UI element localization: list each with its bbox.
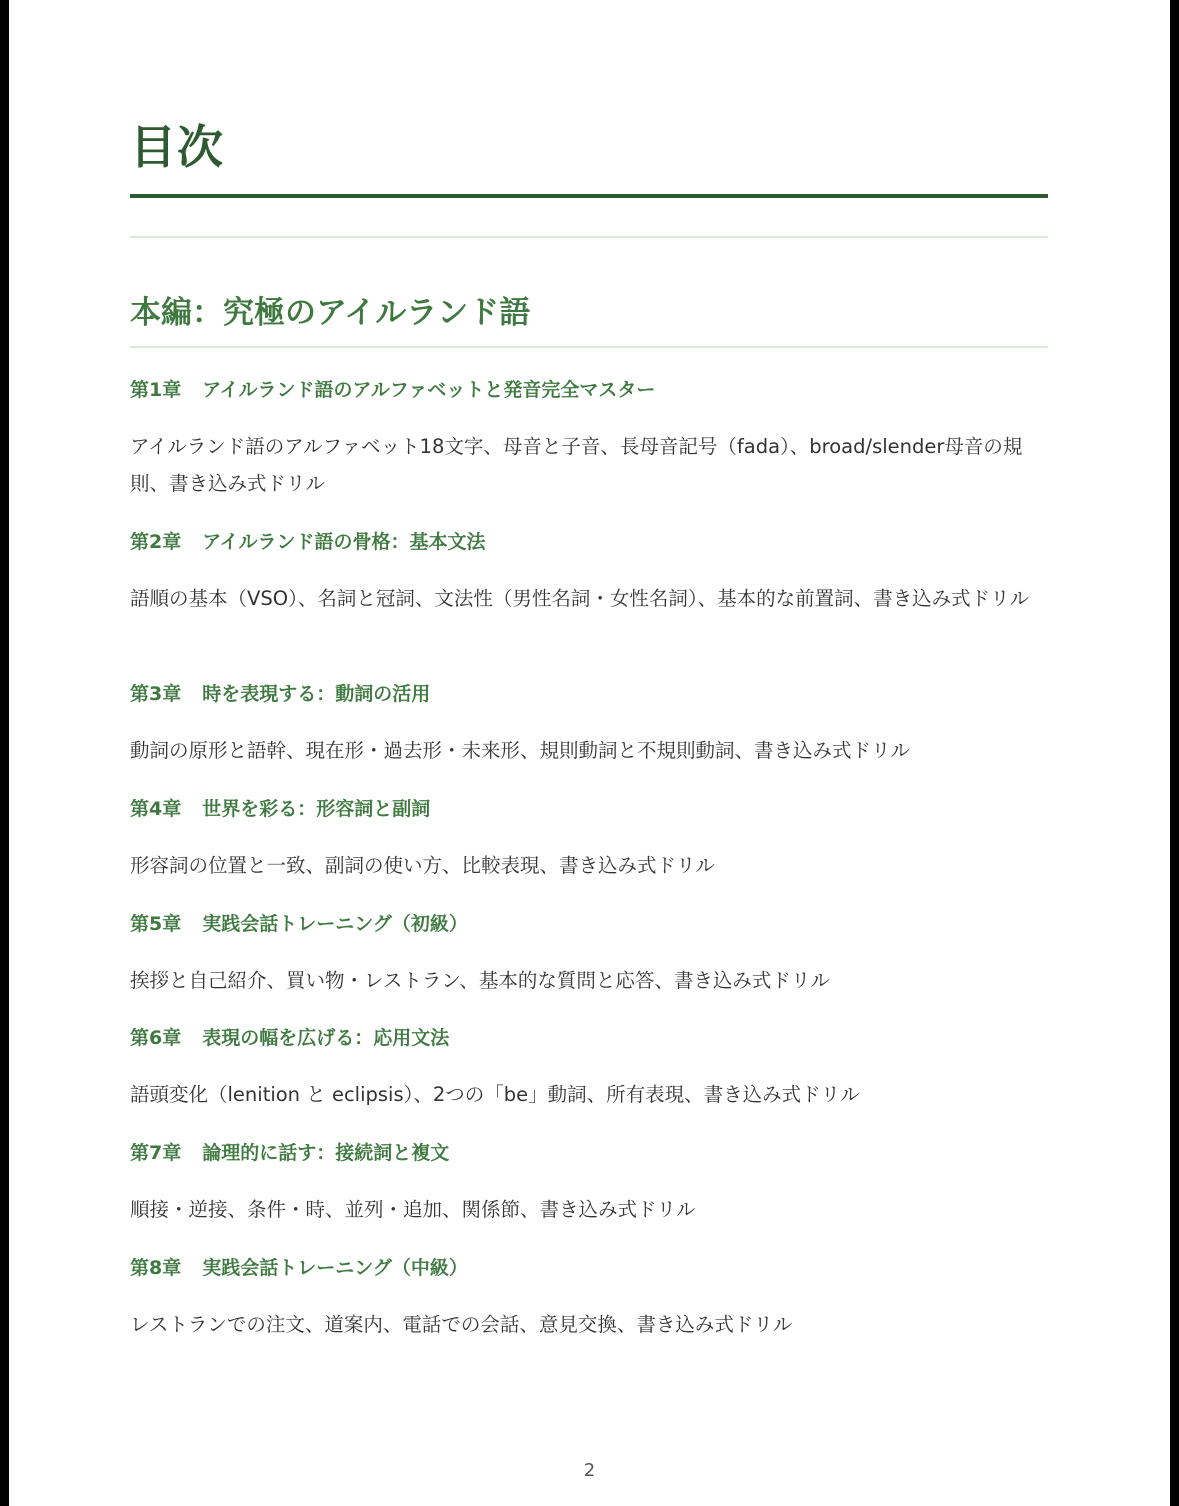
thin-divider — [130, 236, 1048, 238]
chapter-description: 順接・逆接、条件・時、並列・追加、関係節、書き込み式ドリル — [130, 1198, 696, 1221]
document-page — [9, 0, 1170, 1506]
title-divider — [130, 194, 1048, 198]
chapter-title-text: 実践会話トレーニング（初級） — [202, 913, 468, 935]
chapter-title-text: アイルランド語のアルファベットと発音完全マスター — [202, 379, 656, 401]
chapter-number: 第2章 — [130, 531, 182, 553]
chapter-description: 動詞の原形と語幹、現在形・過去形・未来形、規則動詞と不規則動詞、書き込み式ドリル — [130, 739, 911, 762]
section-heading: 本編：究極のアイルランド語 — [130, 295, 531, 331]
chapter-description: 語頭変化（lenition と eclipsis）、2つの「be」動詞、所有表現、書き込み式ドリル — [130, 1083, 860, 1106]
chapter-title-text: 表現の幅を広げる：応用文法 — [202, 1027, 450, 1049]
page-title: 目次 — [130, 120, 224, 174]
chapter-number: 第8章 — [130, 1257, 182, 1279]
chapter-title — [130, 370, 655, 410]
chapter-number: 第6章 — [130, 1027, 182, 1049]
chapter-title — [130, 674, 430, 714]
chapter-title-text: 論理的に話す：接続詞と複文 — [202, 1142, 450, 1164]
chapter-title-text: 世界を彩る：形容詞と副詞 — [202, 798, 431, 820]
chapter-number: 第5章 — [130, 913, 182, 935]
chapter-description: 挨拶と自己紹介、買い物・レストラン、基本的な質問と応答、書き込み式ドリル — [130, 969, 830, 992]
chapter-description: 語順の基本（VSO）、名詞と冠詞、文法性（男性名詞・女性名詞）、基本的な前置詞、書き込み式ドリル — [130, 587, 1030, 610]
section-divider — [130, 346, 1048, 348]
chapter-number: 第7章 — [130, 1142, 182, 1164]
chapter-title — [130, 1133, 449, 1173]
chapter-title — [130, 789, 430, 829]
chapter-title-text: アイルランド語の骨格：基本文法 — [202, 531, 486, 553]
chapter-number: 第1章 — [130, 379, 182, 401]
chapter-title — [130, 522, 486, 562]
chapter-title-text: 実践会話トレーニング（中級） — [202, 1257, 468, 1279]
chapter-description: アイルランド語のアルファベット18文字、母音と子音、長母音記号（fada）、broad/slender母音の規則、書き込み式ドリル — [130, 435, 1023, 495]
chapter-title-text: 時を表現する：動詞の活用 — [202, 683, 431, 705]
chapter-description: 形容詞の位置と一致、副詞の使い方、比較表現、書き込み式ドリル — [130, 854, 716, 877]
chapter-title — [130, 1018, 449, 1058]
page-number: 2 — [583, 1460, 596, 1481]
chapter-description: レストランでの注文、道案内、電話での会話、意見交換、書き込み式ドリル — [130, 1313, 793, 1336]
chapter-number: 第4章 — [130, 798, 182, 820]
chapter-number: 第3章 — [130, 683, 182, 705]
chapter-title — [130, 904, 468, 944]
chapter-title — [130, 1248, 468, 1288]
